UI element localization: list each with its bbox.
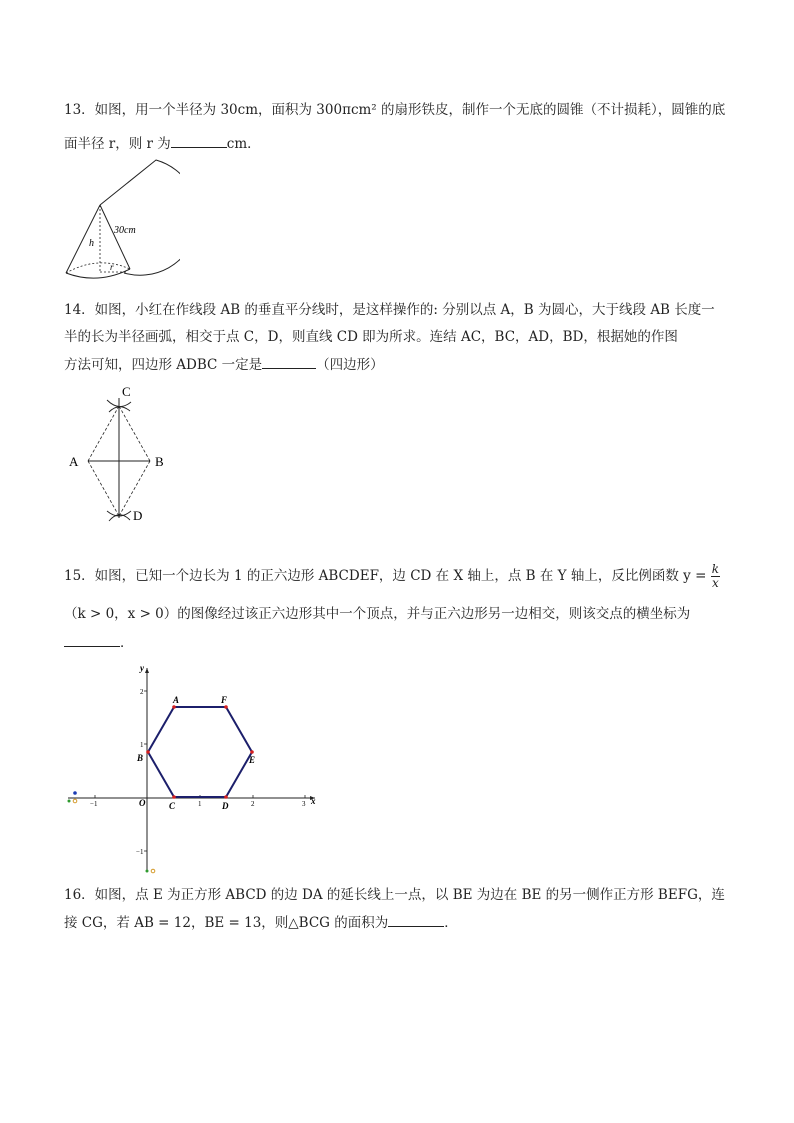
cone-base-back <box>66 263 130 273</box>
vertex-D <box>224 795 228 799</box>
frac-numerator: k <box>711 562 719 576</box>
tick-x-2: 2 <box>251 800 255 808</box>
vertex-F <box>224 705 228 709</box>
q16-text-line2 <box>64 912 458 933</box>
q15-answer-blank[interactable] <box>64 632 120 647</box>
q15-text-line1 <box>64 563 720 590</box>
q15-text-line2: （k > 0，x > 0）的图像经过该正六边形其中一个顶点，并与正六边形另一边相交，则该交点的横坐标为 <box>64 606 691 622</box>
q14-text-line3a: 方法可知，四边形 ADBC 一定是 <box>64 357 263 373</box>
q15-fraction <box>711 563 720 590</box>
axis-x-label: x <box>311 796 316 806</box>
q13-cone-figure <box>60 155 180 285</box>
label-C: C <box>122 384 131 399</box>
hexagon <box>148 707 252 797</box>
q14-text-line2: 半的长为半径画弧，相交于点 C，D，则直线 CD 即为所求。连结 AC，BC，AD，BD，根据她的作图 <box>64 329 678 345</box>
label-C: C <box>169 801 176 811</box>
marker-orange-left <box>73 799 77 803</box>
marker-orange-bottom <box>151 869 155 873</box>
tick-y-2: 2 <box>140 688 144 696</box>
marker-green-bottom <box>146 870 149 873</box>
tick-x-3: 3 <box>302 800 306 808</box>
label-h: h <box>89 238 94 249</box>
vertex-E <box>250 750 254 754</box>
q15-text-line3-end: ． <box>120 635 134 651</box>
segment-AD <box>88 461 119 516</box>
q13-answer-blank[interactable] <box>171 133 227 148</box>
q16-text-line2b: ． <box>444 915 458 931</box>
y-axis-arrow <box>145 668 149 673</box>
label-B: B <box>155 454 164 469</box>
segment-AC <box>88 406 119 461</box>
frac-denominator: x <box>711 576 719 590</box>
label-D: D <box>222 801 229 811</box>
q16-answer-blank[interactable] <box>388 912 444 927</box>
q14-text-line1: 14．如图，小红在作线段 AB 的垂直平分线时，是这样操作的: 分别以点 A，B 为圆心，大于线段 AB 长度一 <box>64 302 715 318</box>
label-r: r <box>110 262 114 272</box>
marker-green-left <box>68 800 71 803</box>
label-A: A <box>173 695 180 705</box>
q15-text-line3 <box>64 632 134 653</box>
cone-right-side <box>100 205 130 269</box>
q15-text-line1-main: 15．如图，已知一个边长为 1 的正六边形 ABCDEF，边 CD 在 X 轴上，点 B 在 Y 轴上，反比例函数 y = <box>64 568 707 584</box>
origin-label: O <box>139 798 146 808</box>
tick-x-neg1: −1 <box>90 800 98 808</box>
marker-blue <box>73 791 77 795</box>
cone-left-side <box>66 205 100 273</box>
sector-outline <box>100 160 180 275</box>
cone-base-front <box>66 269 130 278</box>
q13-text-line2 <box>64 133 261 154</box>
vertex-B <box>146 750 150 754</box>
label-A: A <box>69 454 79 469</box>
q13-text-line2b: cm． <box>226 136 261 152</box>
vertex-A <box>172 705 176 709</box>
q14-answer-blank[interactable] <box>262 354 316 369</box>
label-B: B <box>137 753 144 763</box>
q16-text-line1: 16．如图，点 E 为正方形 ABCD 的边 DA 的延长线上一点，以 BE 为边在 BE 的另一侧作正方形 BEFG，连 <box>64 887 725 903</box>
q13-text-line1: 13．如图，用一个半径为 30cm，面积为 300πcm² 的扇形铁皮，制作一个无底的圆锥（不计损耗），圆锥的底 <box>64 102 726 118</box>
label-slant: 30cm <box>114 225 136 236</box>
q15-hexagon-graph <box>60 660 325 875</box>
segment-BC <box>119 406 150 461</box>
tick-y-neg1: −1 <box>136 848 144 856</box>
label-D: D <box>133 508 143 523</box>
vertex-C <box>172 795 176 799</box>
q14-text-line3 <box>64 354 384 375</box>
tick-x-1: 1 <box>198 800 202 808</box>
axis-y-label: y <box>140 663 144 673</box>
q14-text-line3b: （四边形） <box>316 357 384 373</box>
label-E: E <box>249 755 256 765</box>
label-F: F <box>221 695 228 705</box>
q14-bisector-figure <box>64 380 174 525</box>
q16-text-line2a: 接 CG，若 AB = 12，BE = 13，则△BCG 的面积为 <box>64 915 389 931</box>
q13-text-line2a: 面半径 r，则 r 为 <box>64 136 171 152</box>
tick-y-1: 1 <box>140 741 144 749</box>
